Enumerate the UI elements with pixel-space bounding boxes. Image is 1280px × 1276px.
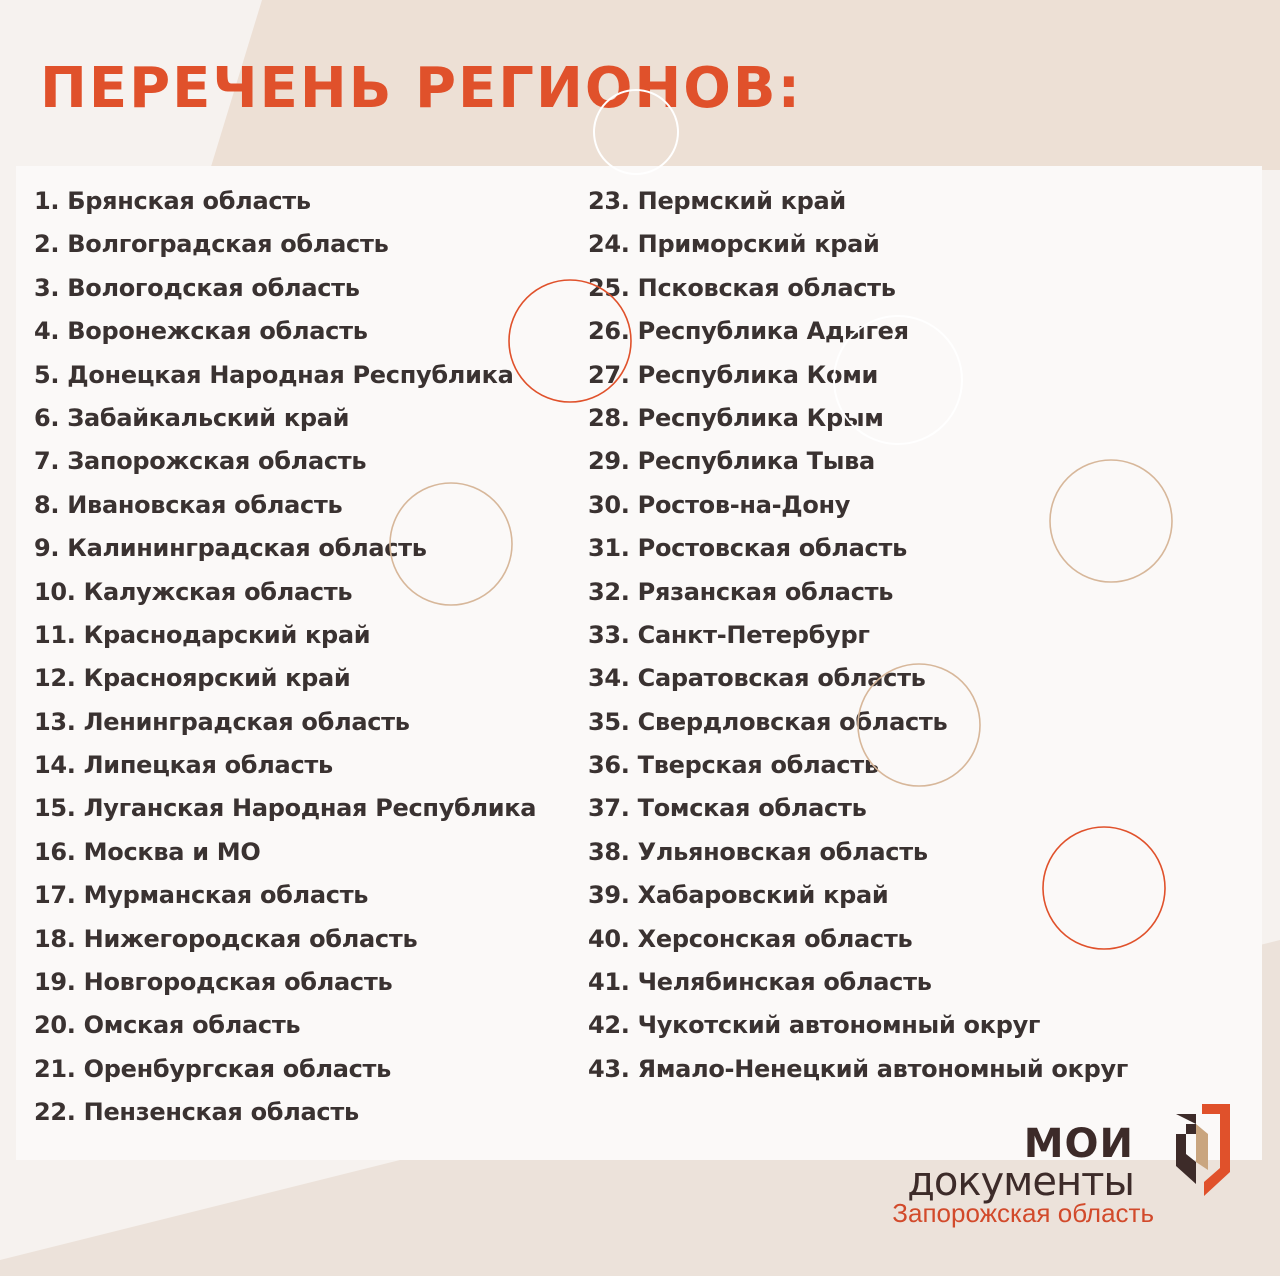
- moi-dokumenty-logo: [880, 1094, 1250, 1234]
- logo-line2: документы: [907, 1159, 1134, 1205]
- region-item: 2. Волгоградская область: [34, 230, 389, 259]
- region-item: 1. Брянская область: [34, 187, 311, 215]
- region-item: 9. Калининградская область: [34, 534, 427, 563]
- region-item: 23. Пермский край: [588, 187, 846, 215]
- region-item: 38. Ульяновская область: [588, 837, 928, 866]
- region-item: 36. Тверская область: [588, 751, 879, 780]
- region-item: 26. Республика Адыгея: [588, 317, 909, 346]
- region-item: 22. Пензенская область: [34, 1098, 359, 1127]
- region-item: 24. Приморский край: [588, 230, 880, 259]
- region-item: 14. Липецкая область: [34, 751, 333, 780]
- region-item: 6. Забайкальский край: [34, 403, 350, 432]
- region-item: 39. Хабаровский край: [588, 881, 889, 910]
- region-item: 18. Нижегородская область: [34, 924, 418, 953]
- region-item: 40. Херсонская область: [588, 924, 913, 953]
- region-item: 35. Свердловская область: [588, 707, 948, 736]
- region-item: 28. Республика Крым: [588, 403, 884, 432]
- region-item: 30. Ростов-на-Дону: [588, 490, 851, 519]
- region-item: 4. Воронежская область: [34, 317, 368, 346]
- region-item: 20. Омская область: [34, 1011, 301, 1040]
- page-title: ПЕРЕЧЕНЬ РЕГИОНОВ:: [40, 56, 802, 121]
- region-item: 7. Запорожская область: [34, 447, 367, 476]
- region-item: 11. Краснодарский край: [34, 620, 371, 649]
- region-item: 13. Ленинградская область: [34, 707, 410, 736]
- region-item: 29. Республика Тыва: [588, 447, 875, 476]
- region-item: 32. Рязанская область: [588, 577, 894, 606]
- region-item: 3. Вологодская область: [34, 273, 360, 302]
- region-item: 31. Ростовская область: [588, 534, 907, 563]
- region-item: 19. Новгородская область: [34, 968, 393, 997]
- region-item: 27. Республика Коми: [588, 360, 879, 389]
- regions-list-left: [34, 180, 536, 1135]
- logo-line1: МОИ: [1023, 1121, 1134, 1167]
- region-item: 17. Мурманская область: [34, 881, 369, 910]
- regions-list-right: [588, 180, 1128, 1091]
- region-item: 25. Псковская область: [588, 273, 896, 302]
- region-item: 34. Саратовская область: [588, 664, 926, 693]
- logo-region: Запорожская область: [892, 1198, 1154, 1228]
- region-item: 37. Томская область: [588, 794, 867, 823]
- region-item: 8. Ивановская область: [34, 490, 343, 519]
- region-item: 43. Ямало-Ненецкий автономный округ: [588, 1054, 1129, 1083]
- region-item: 21. Оренбургская область: [34, 1054, 392, 1083]
- region-item: 16. Москва и МО: [34, 837, 261, 866]
- region-item: 33. Санкт-Петербург: [588, 620, 870, 649]
- region-item: 12. Красноярский край: [34, 664, 351, 693]
- region-item: 15. Луганская Народная Республика: [34, 794, 537, 823]
- logo-emblem-icon: [1162, 1100, 1234, 1196]
- region-item: 41. Челябинская область: [588, 968, 932, 997]
- region-item: 5. Донецкая Народная Республика: [34, 360, 514, 389]
- region-item: 10. Калужская область: [34, 577, 353, 606]
- region-item: 42. Чукотский автономный округ: [588, 1011, 1041, 1040]
